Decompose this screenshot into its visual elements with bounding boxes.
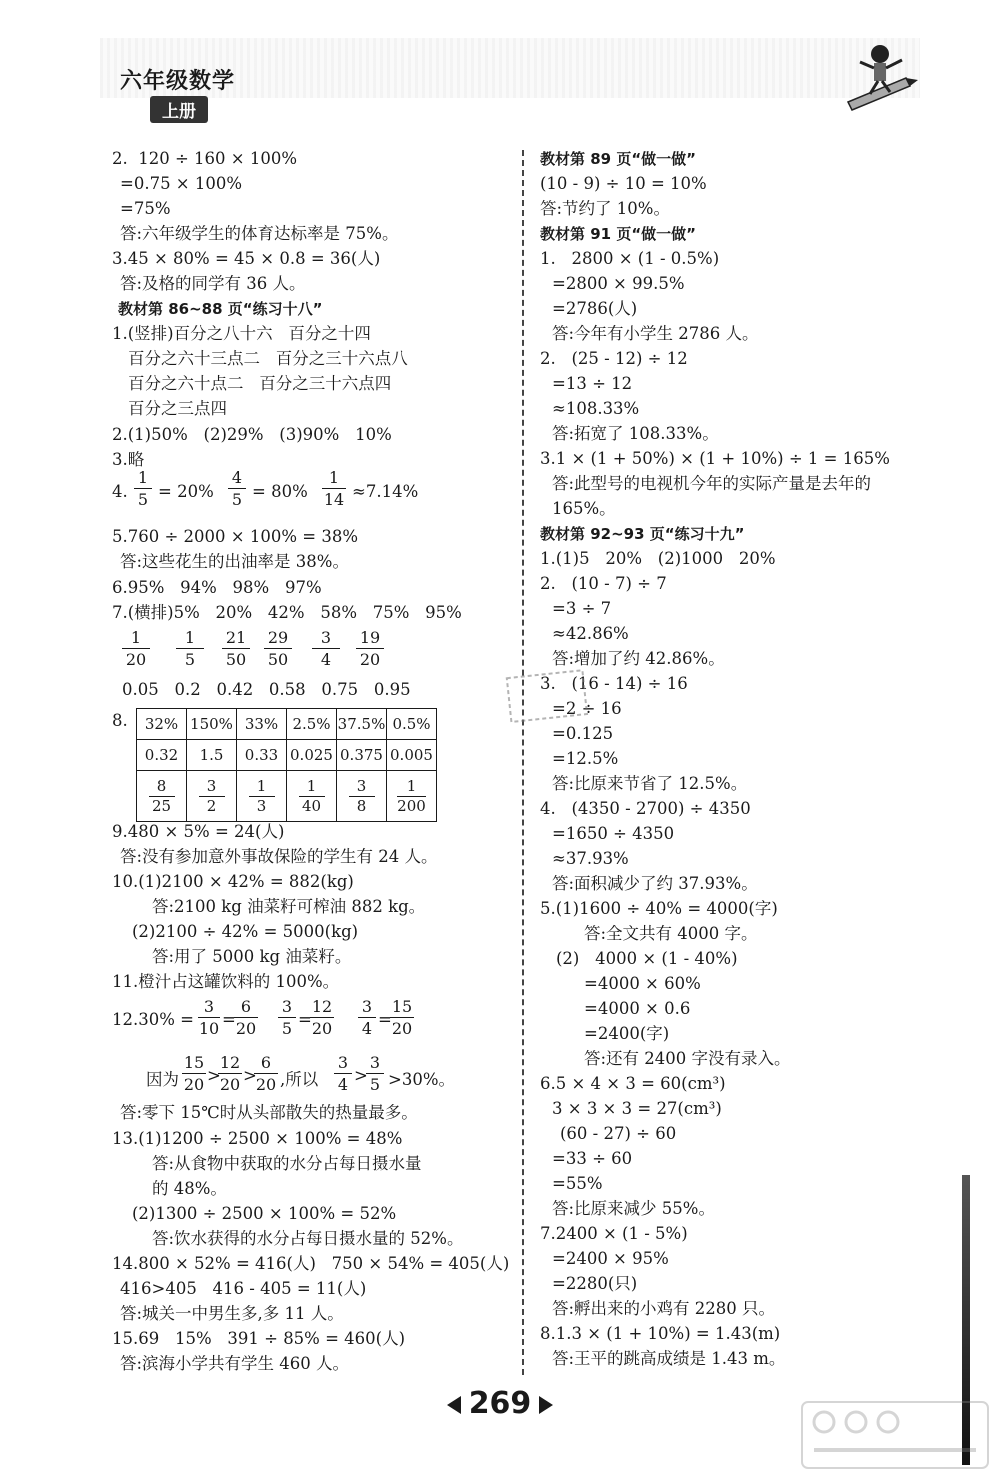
ex12-fraction [390, 997, 414, 1038]
fraction-cell [287, 771, 337, 822]
e6-answer: 答:比原来减少 55%。 [552, 1199, 715, 1218]
ex4-label: 4. [112, 482, 128, 501]
p91-2-line-2: =13 ÷ 12 [552, 374, 633, 393]
equals-sign: = [378, 1010, 392, 1029]
ex10-answer-2: 答:用了 5000 kg 油菜籽。 [152, 947, 352, 966]
page-number-text: 269 [468, 1386, 532, 1421]
ex11-line: 11.橙汁占这罐饮料的 100%。 [112, 972, 340, 991]
ex7-fraction [264, 628, 292, 669]
q3-answer: 答:及格的同学有 36 人。 [120, 274, 306, 293]
denominator: 20 [255, 1075, 277, 1094]
p91-1-line-2: =2800 × 99.5% [552, 274, 685, 293]
ex7-fraction [122, 628, 150, 669]
numerator: 1 [306, 776, 317, 795]
denominator: 5 [184, 650, 196, 669]
numerator: 1 [137, 468, 149, 487]
numerator: 21 [225, 628, 247, 647]
section-heading-91: 教材第 91 页“做一做” [540, 225, 697, 243]
ex13-answer-1b: 的 48%。 [152, 1179, 227, 1198]
ex3-line: 3.略 [112, 450, 145, 469]
ex12-fraction [310, 997, 334, 1038]
e3-answer: 答:比原来节省了 12.5%。 [552, 774, 748, 793]
e7-line-1: 7.2400 × (1 - 5%) [540, 1224, 688, 1243]
e4-line-3: ≈37.93% [552, 849, 629, 868]
ex12-fraction [182, 1053, 206, 1094]
ex13-line-1: 13.(1)1200 ÷ 2500 × 100% = 48% [112, 1129, 403, 1148]
e3-line-3: =0.125 [552, 724, 614, 743]
e1-line: 1.(1)5 20% (2)1000 20% [540, 549, 776, 568]
denominator: 3 [256, 796, 267, 815]
numerator: 29 [267, 628, 289, 647]
ex15-answer: 答:滨海小学共有学生 460 人。 [120, 1354, 350, 1373]
decimal-cell: 0.33 [237, 740, 287, 771]
fraction-cell [187, 771, 237, 822]
ex12-fraction [278, 997, 296, 1038]
ex12-fraction [254, 1053, 278, 1094]
ex1-line-4: 百分之三点四 [128, 399, 227, 418]
ex6-line: 6.95% 94% 98% 97% [112, 578, 322, 597]
q2-line-3: =75% [120, 199, 171, 218]
numerator: 19 [359, 628, 381, 647]
denominator: 20 [235, 1019, 257, 1038]
p89-line-1: (10 - 9) ÷ 10 = 10% [540, 174, 707, 193]
denominator: 4 [320, 650, 332, 669]
p91-1-answer: 答:今年有小学生 2786 人。 [552, 324, 759, 343]
ex13-answer-2: 答:饮水获得的水分占每日摄水量的 52%。 [152, 1229, 464, 1248]
decimal-row [137, 740, 437, 771]
p91-3-answer-2: 165%。 [552, 499, 616, 518]
ex8-label: 8. [112, 711, 128, 730]
denominator: 50 [225, 650, 247, 669]
e2-answer: 答:增加了约 42.86%。 [552, 649, 725, 668]
ex12-fraction [334, 1053, 352, 1094]
p91-3-answer-1: 答:此型号的电视机今年的实际产量是去年的 [552, 474, 872, 493]
numerator: 3 [369, 1053, 381, 1072]
percent-cell: 0.5% [387, 709, 437, 740]
q3-line-1: 3.45 × 80% = 45 × 0.8 = 36(人) [112, 249, 381, 268]
ex12-fraction [218, 1053, 242, 1094]
denominator: 20 [219, 1075, 241, 1094]
ex12-because: 因为 [146, 1070, 179, 1089]
ex10-line-1: 10.(1)2100 × 42% = 882(kg) [112, 872, 354, 891]
p91-1-line-1: 1. 2800 × (1 - 0.5%) [540, 249, 720, 268]
numerator: 15 [183, 1053, 205, 1072]
p91-2-answer: 答:拓宽了 108.33%。 [552, 424, 719, 443]
ex9-line-1: 9.480 × 5% = 24(人) [112, 822, 285, 841]
ex2-line: 2.(1)50% (2)29% (3)90% 10% [112, 425, 392, 444]
p89-answer: 答:节约了 10%。 [540, 199, 670, 218]
decimal-cell: 0.025 [287, 740, 337, 771]
e3-line-4: =12.5% [552, 749, 619, 768]
e7-line-3: =2280(只) [552, 1274, 638, 1293]
percent-conversion-table [136, 708, 437, 822]
q2-line-1: 2. 120 ÷ 160 × 100% [112, 149, 298, 168]
ex12-fraction [358, 997, 376, 1038]
answer-site-watermark-logo [800, 1400, 990, 1470]
e2-line-3: ≈42.86% [552, 624, 629, 643]
decimal-cell: 0.32 [137, 740, 187, 771]
ex5-line-1: 5.760 ÷ 2000 × 100% = 38% [112, 527, 359, 546]
numerator: 3 [356, 776, 367, 795]
e2-line-2: =3 ÷ 7 [552, 599, 612, 618]
decimal-cell: 0.005 [387, 740, 437, 771]
section-heading-89: 教材第 89 页“做一做” [540, 150, 697, 168]
numerator: 4 [231, 468, 243, 487]
numerator: 1 [184, 628, 196, 647]
ex5-answer: 答:这些花生的出油率是 38%。 [120, 552, 349, 571]
e2-line-1: 2. (10 - 7) ÷ 7 [540, 574, 667, 593]
ex7-fraction [176, 628, 204, 669]
denominator: 25 [151, 796, 172, 815]
ex10-answer-1: 答:2100 kg 油菜籽可榨油 882 kg。 [152, 897, 426, 916]
ex12-answer: 答:零下 15℃时从头部散失的热量最多。 [120, 1103, 418, 1122]
section-heading-92-93: 教材第 92~93 页“练习十九” [540, 525, 745, 543]
greater-than-sign: > [354, 1066, 368, 1085]
ex4-result-2: = 80% [252, 482, 308, 501]
q2-line-2: =0.75 × 100% [120, 174, 243, 193]
ex7-fraction [222, 628, 250, 669]
ex12-so: ,所以 [280, 1070, 319, 1089]
stamp-mark-icon [505, 668, 591, 726]
decimal-cell: 1.5 [187, 740, 237, 771]
ex4-fraction-1 [134, 468, 152, 509]
e3-line-1: 3. (16 - 14) ÷ 16 [540, 674, 688, 693]
denominator: 5 [369, 1075, 381, 1094]
numerator: 3 [337, 1053, 349, 1072]
e7-answer: 答:孵出来的小鸡有 2280 只。 [552, 1299, 776, 1318]
percent-cell: 37.5% [337, 709, 387, 740]
e6-line-4: =33 ÷ 60 [552, 1149, 633, 1168]
denominator: 20 [125, 650, 147, 669]
ex12-fraction [198, 997, 220, 1038]
right-triangle-icon [539, 1396, 553, 1414]
e6-line-1: 6.5 × 4 × 3 = 60(cm³) [540, 1074, 726, 1093]
denominator: 20 [183, 1075, 205, 1094]
fraction-cell [137, 771, 187, 822]
percent-cell: 150% [187, 709, 237, 740]
ex15-line-1: 15.69 15% 391 ÷ 85% = 460(人) [112, 1329, 406, 1348]
numerator: 3 [203, 997, 215, 1016]
percent-row [137, 709, 437, 740]
denominator: 5 [231, 490, 243, 509]
denominator: 50 [267, 650, 289, 669]
ex7-head: 7.(横排)5% 20% 42% 58% 75% 95% [112, 603, 462, 622]
book-volume-badge: 上册 [150, 96, 208, 123]
e5-answer-2: 答:还有 2400 字没有录入。 [584, 1049, 791, 1068]
e4-line-1: 4. (4350 - 2700) ÷ 4350 [540, 799, 751, 818]
ex1-line-3: 百分之六十点二 百分之三十六点四 [128, 374, 392, 393]
ex7-decimals: 0.05 0.2 0.42 0.58 0.75 0.95 [122, 680, 411, 699]
decimal-cell: 0.375 [337, 740, 387, 771]
p91-1-line-3: =2786(人) [552, 299, 638, 318]
p91-2-line-1: 2. (25 - 12) ÷ 12 [540, 349, 688, 368]
ex12-label: 12.30% = [112, 1010, 194, 1029]
p91-3-line-1: 3.1 × (1 + 50%) × (1 + 10%) ÷ 1 = 165% [540, 449, 890, 468]
percent-cell: 2.5% [287, 709, 337, 740]
left-triangle-icon [447, 1396, 461, 1414]
denominator: 20 [311, 1019, 333, 1038]
ex14-line-2: 416>405 416 - 405 = 11(人) [120, 1279, 367, 1298]
numerator: 1 [328, 468, 340, 487]
ex7-fraction [356, 628, 384, 669]
ex1-line-2: 百分之六十三点二 百分之三十六点八 [128, 349, 408, 368]
e5-line-4: =4000 × 0.6 [584, 999, 691, 1018]
ex4-result-3: ≈7.14% [352, 482, 419, 501]
p91-2-line-3: ≈108.33% [552, 399, 640, 418]
denominator: 10 [198, 1019, 220, 1038]
denominator: 20 [359, 650, 381, 669]
numerator: 3 [320, 628, 332, 647]
numerator: 1 [256, 776, 267, 795]
denominator: 40 [301, 796, 322, 815]
ex4-result-1: = 20% [158, 482, 214, 501]
student-on-pencil-mascot-icon [840, 38, 920, 118]
q2-answer: 答:六年级学生的体育达标率是 75%。 [120, 224, 399, 243]
e8-line-1: 8.1.3 × (1 + 10%) = 1.43(m) [540, 1324, 781, 1343]
e3-line-2: =2 ÷ 16 [552, 699, 622, 718]
column-divider [522, 150, 524, 1375]
ex7-fraction [312, 628, 340, 669]
numerator: 8 [156, 776, 167, 795]
ex4-fraction-2 [228, 468, 246, 509]
numerator: 12 [219, 1053, 241, 1072]
ex10-line-2: (2)2100 ÷ 42% = 5000(kg) [132, 922, 359, 941]
fraction-cell [337, 771, 387, 822]
percent-cell: 32% [137, 709, 187, 740]
greater-than-sign: > [207, 1066, 221, 1085]
e6-line-5: =55% [552, 1174, 603, 1193]
e4-line-2: =1650 ÷ 4350 [552, 824, 675, 843]
ex12-fraction [366, 1053, 384, 1094]
ex12-fraction [234, 997, 258, 1038]
ex9-answer: 答:没有参加意外事故保险的学生有 24 人。 [120, 847, 438, 866]
denominator: 14 [323, 490, 345, 509]
ex4-fraction-3 [322, 468, 346, 509]
e6-line-3: (60 - 27) ÷ 60 [560, 1124, 677, 1143]
e4-answer: 答:面积减少了约 37.93%。 [552, 874, 758, 893]
e5-line-5: =2400(字) [584, 1024, 670, 1043]
denominator: 4 [361, 1019, 373, 1038]
ex13-answer-1a: 答:从食物中获取的水分占每日摄水量 [152, 1154, 422, 1173]
numerator: 1 [406, 776, 417, 795]
denominator: 200 [397, 796, 426, 815]
section-heading-86-88: 教材第 86~88 页“练习十八” [118, 300, 323, 318]
percent-cell: 33% [237, 709, 287, 740]
numerator: 1 [130, 628, 142, 647]
ex14-line-1: 14.800 × 52% = 416(人) 750 × 54% = 405(人) [112, 1254, 510, 1273]
denominator: 5 [281, 1019, 293, 1038]
numerator: 6 [260, 1053, 272, 1072]
numerator: 12 [311, 997, 333, 1016]
equals-sign: = [222, 1010, 236, 1029]
denominator: 5 [137, 490, 149, 509]
ex14-answer: 答:城关一中男生多,多 11 人。 [120, 1304, 344, 1323]
numerator: 3 [206, 776, 217, 795]
denominator: 4 [337, 1075, 349, 1094]
fraction-row [137, 771, 437, 822]
greater-than-sign: > [243, 1066, 257, 1085]
ex12-tail: >30%。 [388, 1070, 455, 1089]
equals-sign: = [298, 1010, 312, 1029]
e5-line-1: 5.(1)1600 ÷ 40% = 4000(字) [540, 899, 778, 918]
e5-answer-1: 答:全文共有 4000 字。 [584, 924, 758, 943]
numerator: 6 [240, 997, 252, 1016]
denominator: 2 [206, 796, 217, 815]
denominator: 20 [391, 1019, 413, 1038]
e7-line-2: =2400 × 95% [552, 1249, 669, 1268]
fraction-cell [387, 771, 437, 822]
e6-line-2: 3 × 3 × 3 = 27(cm³) [552, 1099, 722, 1118]
ex13-line-2: (2)1300 ÷ 2500 × 100% = 52% [132, 1204, 397, 1223]
e5-line-2: (2) 4000 × (1 - 40%) [556, 949, 738, 968]
page-header [0, 0, 1000, 140]
book-title: 六年级数学 [120, 69, 236, 94]
ex1-line-1: 1.(竖排)百分之八十六 百分之十四 [112, 324, 371, 343]
numerator: 15 [391, 997, 413, 1016]
numerator: 3 [281, 997, 293, 1016]
e8-answer: 答:王平的跳高成绩是 1.43 m。 [552, 1349, 786, 1368]
denominator: 8 [356, 796, 367, 815]
fraction-cell [237, 771, 287, 822]
e5-line-3: =4000 × 60% [584, 974, 701, 993]
numerator: 3 [361, 997, 373, 1016]
